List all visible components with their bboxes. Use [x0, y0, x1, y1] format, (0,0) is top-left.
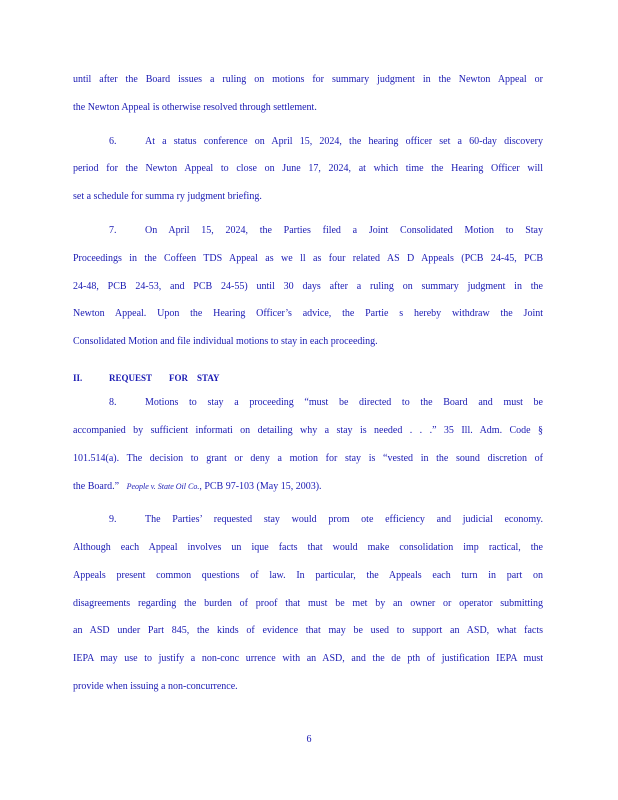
text-line: provide when issuing a non-concurrence.: [73, 681, 238, 692]
section-heading: [73, 373, 220, 383]
text-line: disagreements regarding the burden of proof that must be met by an owner or operator submitting: [73, 598, 543, 609]
text-line: Consolidated Motion and file individual motions to stay in each proceeding.: [73, 336, 378, 347]
heading-word: STAY: [197, 373, 220, 383]
text-line: On April 15, 2024, the Parties filed a Joint Consolidated Motion to Stay: [145, 225, 543, 236]
text-line: Appeals present common questions of law. In particular, the Appeals each turn in part on: [73, 570, 543, 581]
text-line: the Newton Appeal is otherwise resolved through settlement.: [73, 102, 317, 113]
heading-word: FOR: [169, 373, 188, 383]
paragraph-9-first-line: [109, 514, 543, 526]
text-line: Motions to stay a proceeding “must be directed to the Board and must be: [145, 397, 543, 408]
citation-line: [73, 481, 543, 493]
text-line: 101.514(a). The decision to grant or deny a motion for stay is “vested in the sound discretion of: [73, 453, 543, 464]
case-name: People v. State Oil Co.: [126, 482, 200, 491]
citation-prefix: the Board.”: [73, 481, 120, 492]
text-line: an ASD under Part 845, the kinds of evidence that may be used to support an ASD, what facts: [73, 625, 543, 636]
paragraph-6-first-line: [109, 136, 543, 148]
paragraph-8-first-line: [109, 397, 543, 409]
paragraph-number: 9.: [109, 514, 117, 525]
text-line: At a status conference on April 15, 2024, the hearing officer set a 60-day discovery: [145, 136, 543, 147]
text-line: IEPA may use to justify a non-conc urrence with an ASD, and the de pth of justification IEPA must: [73, 653, 543, 664]
citation-suffix: , PCB 97-103 (May 15, 2003).: [199, 481, 322, 492]
paragraph-number: 7.: [109, 225, 117, 236]
text-line: accompanied by sufficient informati on detailing why a stay is needed . . .” 35 Ill. Adm. Code §: [73, 425, 543, 436]
text-line: until after the Board issues a ruling on motions for summary judgment in the Newton Appeal or: [73, 74, 543, 85]
text-line: Proceedings in the Coffeen TDS Appeal as we ll as four related AS D Appeals (PCB 24-45, PCB: [73, 253, 543, 264]
text-line: set a schedule for summa ry judgment briefing.: [73, 191, 262, 202]
paragraph-7-first-line: [109, 225, 543, 237]
text-line: 24-48, PCB 24-53, and PCB 24-55) until 30 days after a ruling on summary judgment in the: [73, 281, 543, 292]
text-line: period for the Newton Appeal to close on June 17, 2024, at which time the Hearing Officer will: [73, 163, 543, 174]
page-number: 6: [306, 734, 312, 745]
heading-word: REQUEST: [109, 373, 153, 383]
text-line: Although each Appeal involves un ique facts that would make consolidation imp ractical, the: [73, 542, 543, 553]
heading-number: II.: [73, 373, 83, 383]
text-line: Newton Appeal. Upon the Hearing Officer’s advice, the Partie s hereby withdraw the Joint: [73, 308, 543, 319]
paragraph-number: 8.: [109, 397, 117, 408]
paragraph-number: 6.: [109, 136, 117, 147]
text-line: The Parties’ requested stay would prom ote efficiency and judicial economy.: [145, 514, 543, 525]
